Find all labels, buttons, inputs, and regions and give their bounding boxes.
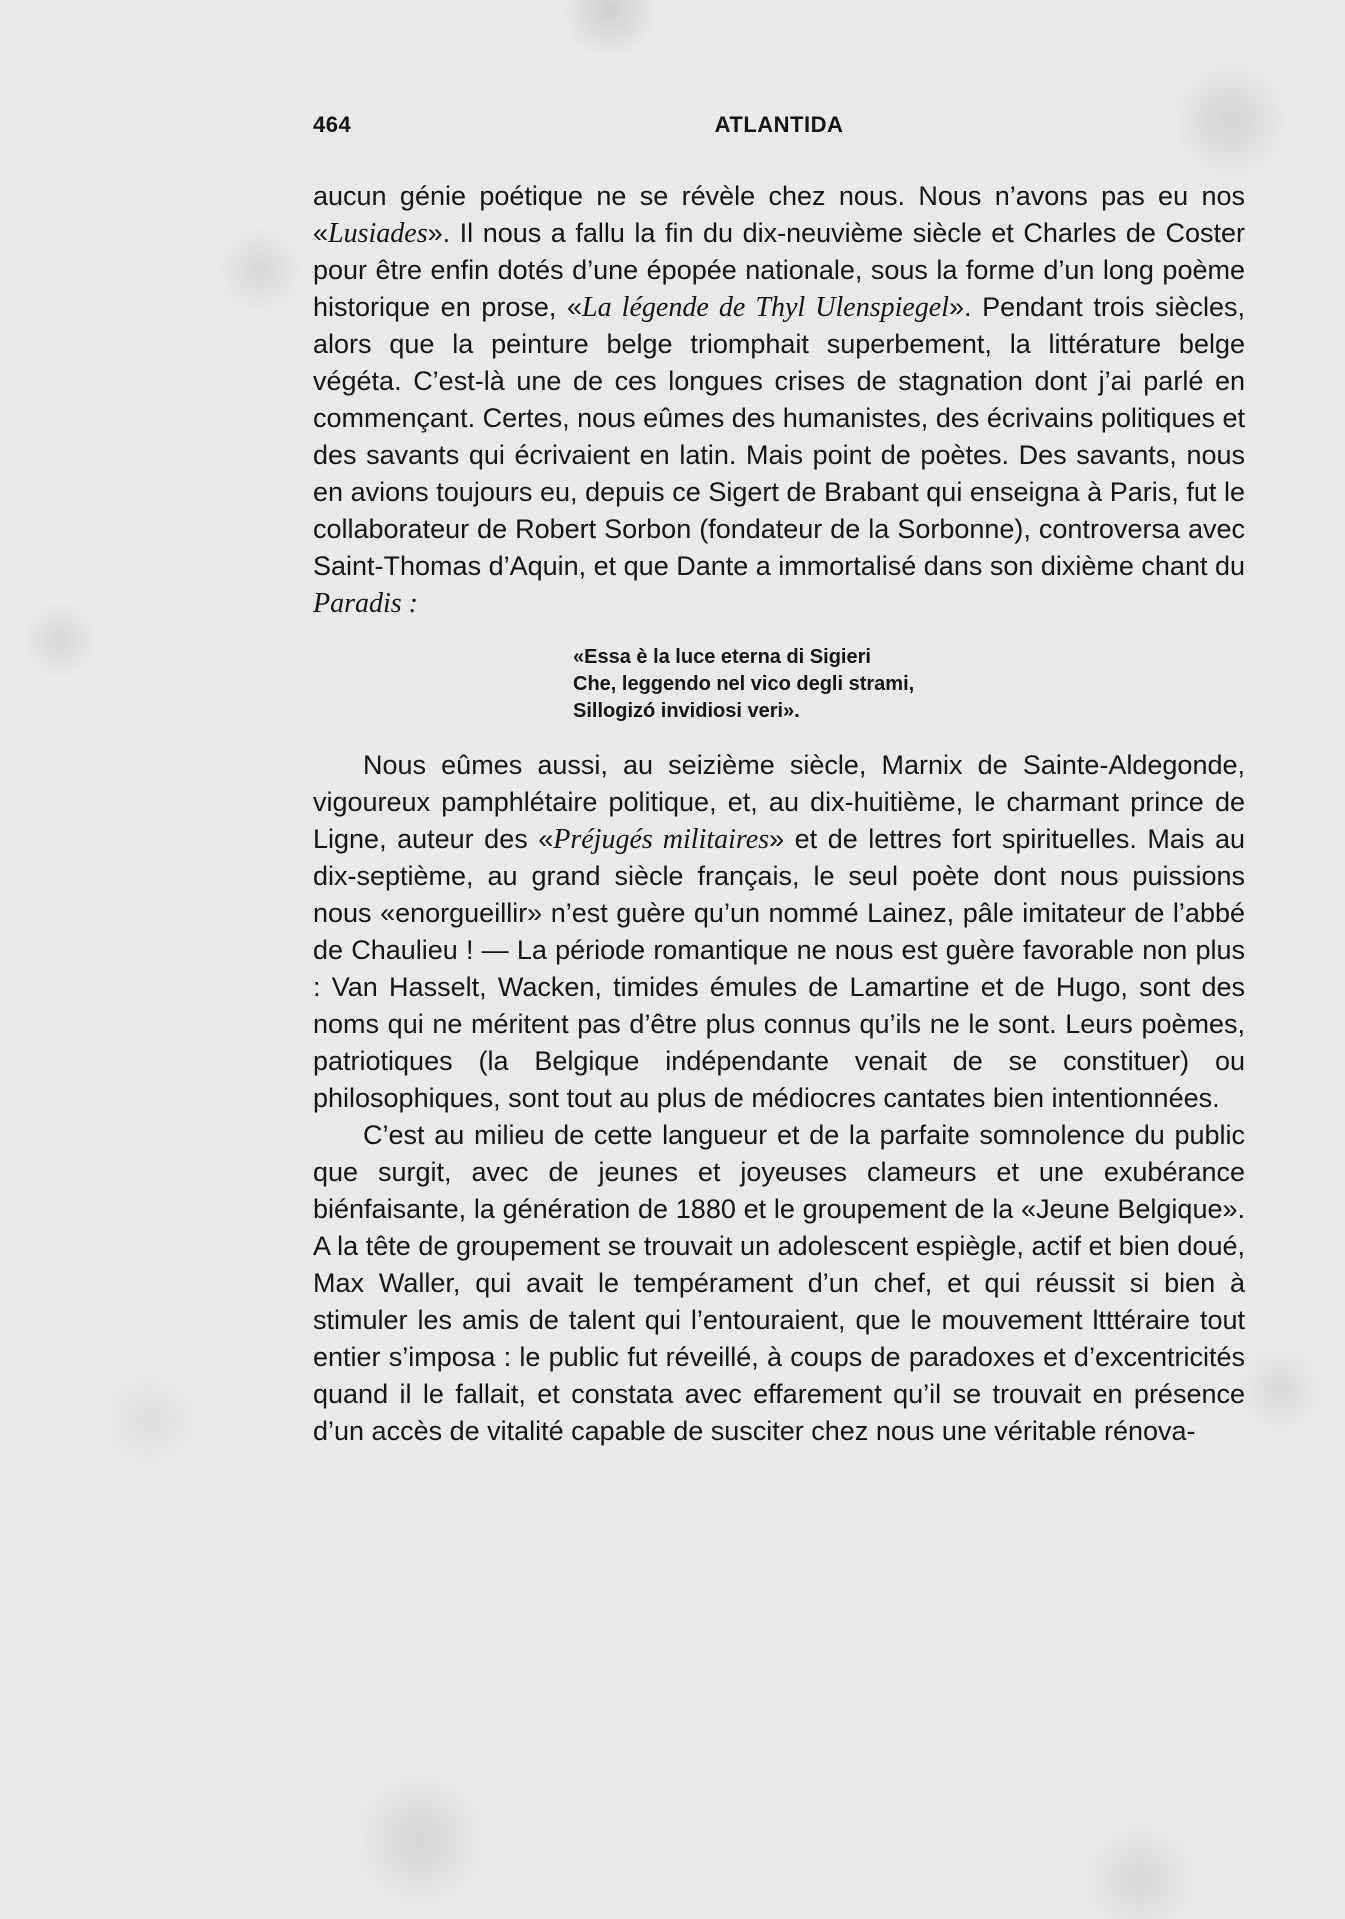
italic-title-prejuges: Préjugés militaires (553, 824, 770, 855)
paragraph (313, 1117, 1245, 1450)
paragraph-text: » et de lettres fort spirituelles. Mais au dix-septième, au grand siècle français, le seul poète dont nous puissions nous «enorgueillir» n’est guère qu’un nommé Lainez, pâle imitateur de l’abbé de Chaulieu ! — La période romantique ne nous est guère favorable non plus : Van Hasselt, Wacken, timides émules de Lamartine et de Hugo, sont des noms qui ne méritent pas d’être plus connus qu’ils ne le sont. Leurs poèmes, patriotiques (la Belgique indépendante venait de se constituer) ou philosophiques, sont tout au plus de médiocres cantates bien intentionnées. (313, 824, 1245, 1113)
paragraph-text: ». Pendant trois siècles, alors que la peinture belge triomphait superbement, la littérature belge végéta. C’est-là une de ces longues crises de stagnation dont j’ai parlé en commençant. Certes, nous eûmes des humanistes, des écrivains politiques et des savants qui écrivaient en latin. Mais point de poètes. Des savants, nous en avions toujours eu, depuis ce Sigert de Brabant qui enseigna à Paris, fut le collaborateur de Robert Sorbon (fondateur de la Sorbonne), controversa avec Saint-Thomas d’Aquin, et que Dante a immortalisé dans son dixième chant du (313, 292, 1246, 581)
text-body (313, 178, 1245, 1450)
verse-line: «Essa è la luce eterna di Sigieri (573, 646, 871, 668)
italic-title-lusiades: Lusiades (328, 218, 428, 249)
paragraph-text: aucun génie poétique ne se révèle chez nous. Nous n’avons pas eu nos « (313, 181, 1245, 248)
paragraph-text: ». Il nous a fallu la fin du dix-neuvième siècle et Charles de Coster pour être enfin dotés d’une épopée nationale, sous la forme d’un long poème historique en prose, « (313, 218, 1245, 322)
paragraph (313, 747, 1245, 1117)
italic-title-ulenspiegel: La légende de Thyl Ulenspiegel (582, 292, 950, 323)
verse-quotation (573, 644, 1245, 725)
paragraph-text: C’est au milieu de cette langueur et de la parfaite somnolence du public que surgit, avec de jeunes et joyeuses clameurs et une exubérance biénfaisante, la génération de 1880 et le groupement de la «Jeune Belgique». A la tête de groupement se trouvait un adolescent espiègle, actif et bien doué, Max Waller, qui avait le tempérament d’un chef, et qui réussit si bien à stimuler les amis de talent qui l’entouraient, que le mouvement ltttéraire tout entier s’imposa : le public fut réveillé, à coups de paradoxes et d’excentricités quand il le fallait, et constata avec effarement qu’il se trouvait en présence d’un accès de vitalité capable de susciter chez nous une véritable rénova- (313, 1120, 1245, 1446)
journal-title: ATLANTIDA (714, 112, 844, 137)
verse-line: Che, leggendo nel vico degli strami, (573, 673, 915, 695)
italic-title-paradis: Paradis : (313, 588, 418, 619)
paragraph-text: Nous eûmes aussi, au seizième siècle, Marnix de Sainte-Aldegonde, vigoureux pamphlétaire politique, et, au dix-huitième, le charmant prince de Ligne, auteur des « (313, 750, 1245, 854)
page-number: 464 (313, 112, 352, 137)
paragraph-continued (313, 178, 1245, 622)
running-head (313, 112, 1245, 144)
verse-line: Sillogizó invidiosi veri». (573, 700, 800, 722)
